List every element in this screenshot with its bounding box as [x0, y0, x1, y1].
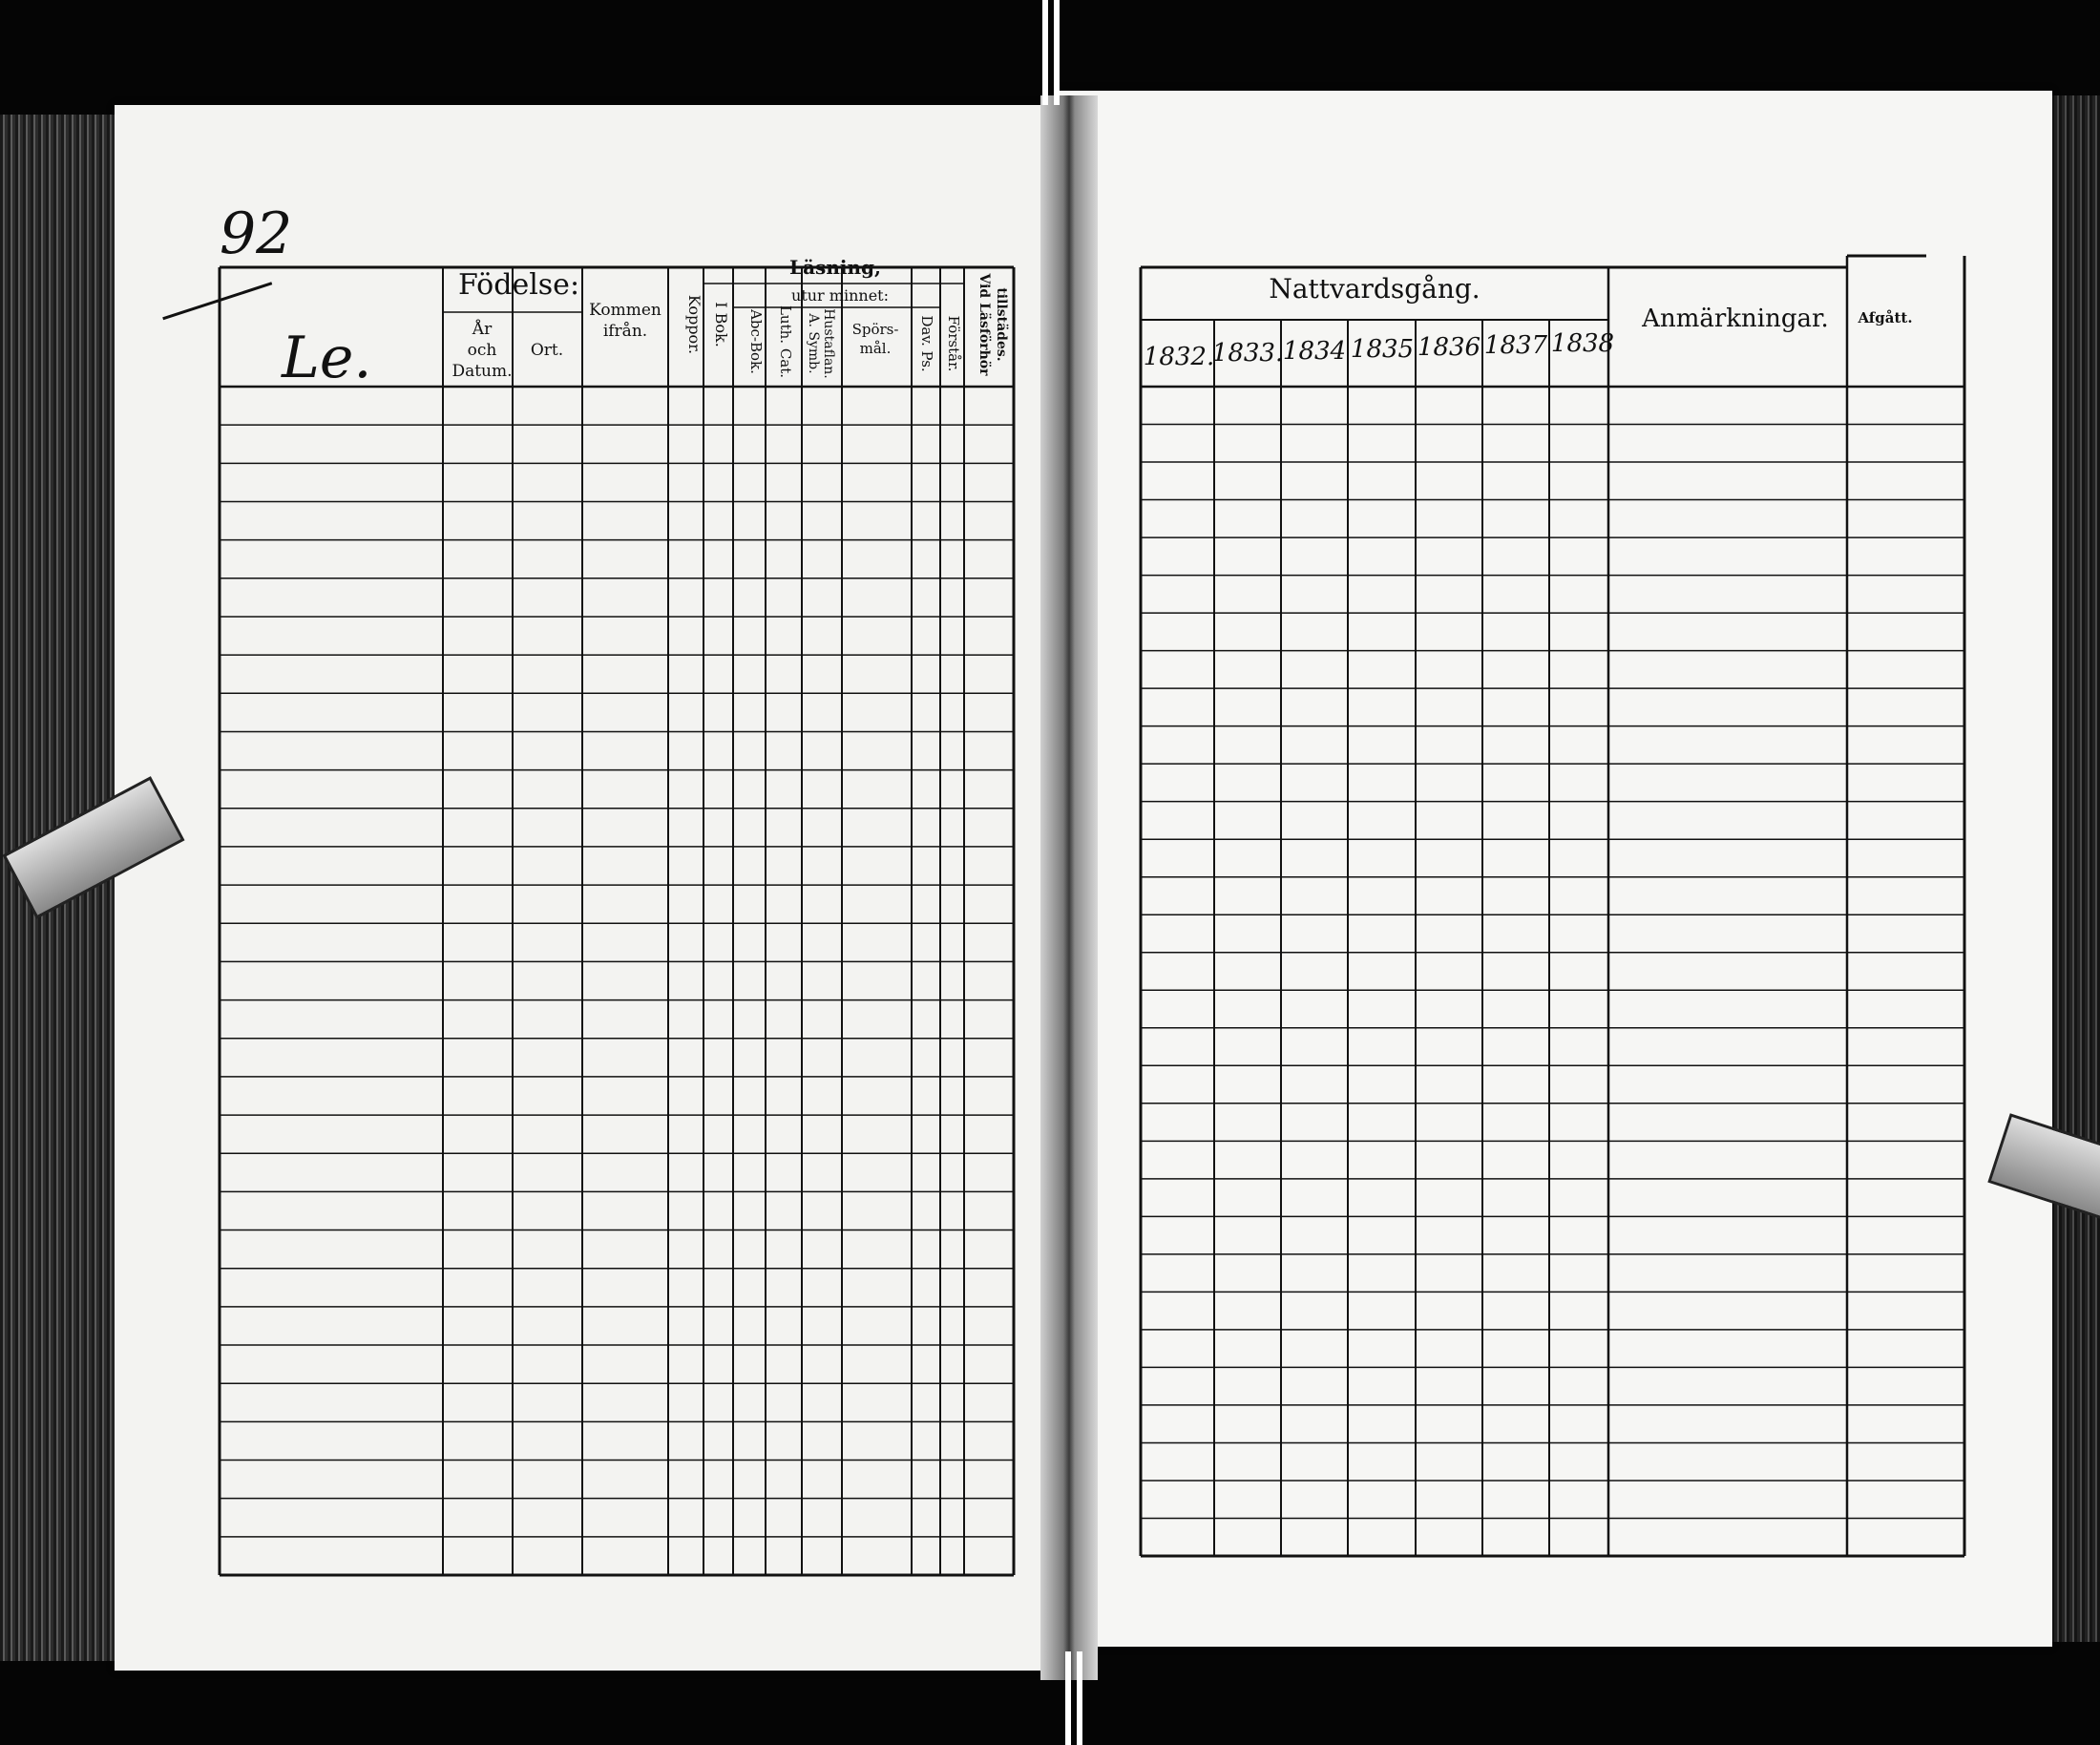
header-afgatt: Afgått. [1858, 309, 1913, 326]
binding-thread-top-right [1054, 0, 1060, 105]
header-kommen: Kommen [589, 301, 662, 320]
binding-thread-bottom-left [1065, 1651, 1071, 1745]
book-gutter [1040, 95, 1098, 1680]
header-mal: mål. [859, 340, 892, 357]
header-och: och [467, 341, 497, 360]
year-1832: 1832. [1143, 343, 1215, 371]
header-fodelse: Födelse: [458, 268, 580, 302]
year-1833: 1833. [1211, 339, 1284, 368]
header-tillstades: tillstädes. [994, 287, 1009, 362]
header-utur-minnet: utur minnet: [791, 286, 889, 305]
header-koppor: Koppor. [685, 294, 704, 355]
header-i-bok: I Bok. [712, 302, 730, 347]
binding-thread-bottom-right [1077, 1651, 1082, 1745]
header-a-symb: A. Symb. [806, 313, 821, 374]
handwritten-entry: Le. [282, 325, 372, 391]
left-page [115, 105, 1069, 1671]
header-anmarkningar: Anmärkningar. [1642, 305, 1829, 333]
header-lasning: Läsning, [789, 256, 881, 279]
header-vid-lasforhor: Vid Läsförhör [976, 273, 992, 376]
page-number: 92 [220, 200, 293, 267]
header-ort: Ort. [530, 341, 564, 360]
header-luth-cat: Luth. Cat. [777, 305, 794, 379]
header-dav-ps: Dav. Ps. [918, 315, 935, 372]
header-ar: År [472, 320, 493, 339]
header-hustaflan: Hustaflan. [821, 308, 836, 379]
binding-thread-top-left [1042, 0, 1048, 105]
year-1835: 1835 [1350, 335, 1415, 364]
right-page [1060, 91, 2052, 1647]
header-abc-bok: Abc-Bok. [747, 309, 765, 374]
header-datum: Datum. [452, 362, 513, 381]
header-nattvardsgang: Nattvardsgång. [1269, 273, 1480, 305]
header-ifran: ifrån. [602, 322, 648, 341]
year-1836: 1836 [1417, 333, 1481, 362]
header-spors: Spörs- [851, 321, 899, 338]
year-1838: 1838 [1550, 329, 1615, 358]
year-1834: 1834 [1282, 337, 1347, 366]
header-forstar: Förstår. [945, 315, 962, 372]
year-1837: 1837 [1483, 331, 1548, 360]
